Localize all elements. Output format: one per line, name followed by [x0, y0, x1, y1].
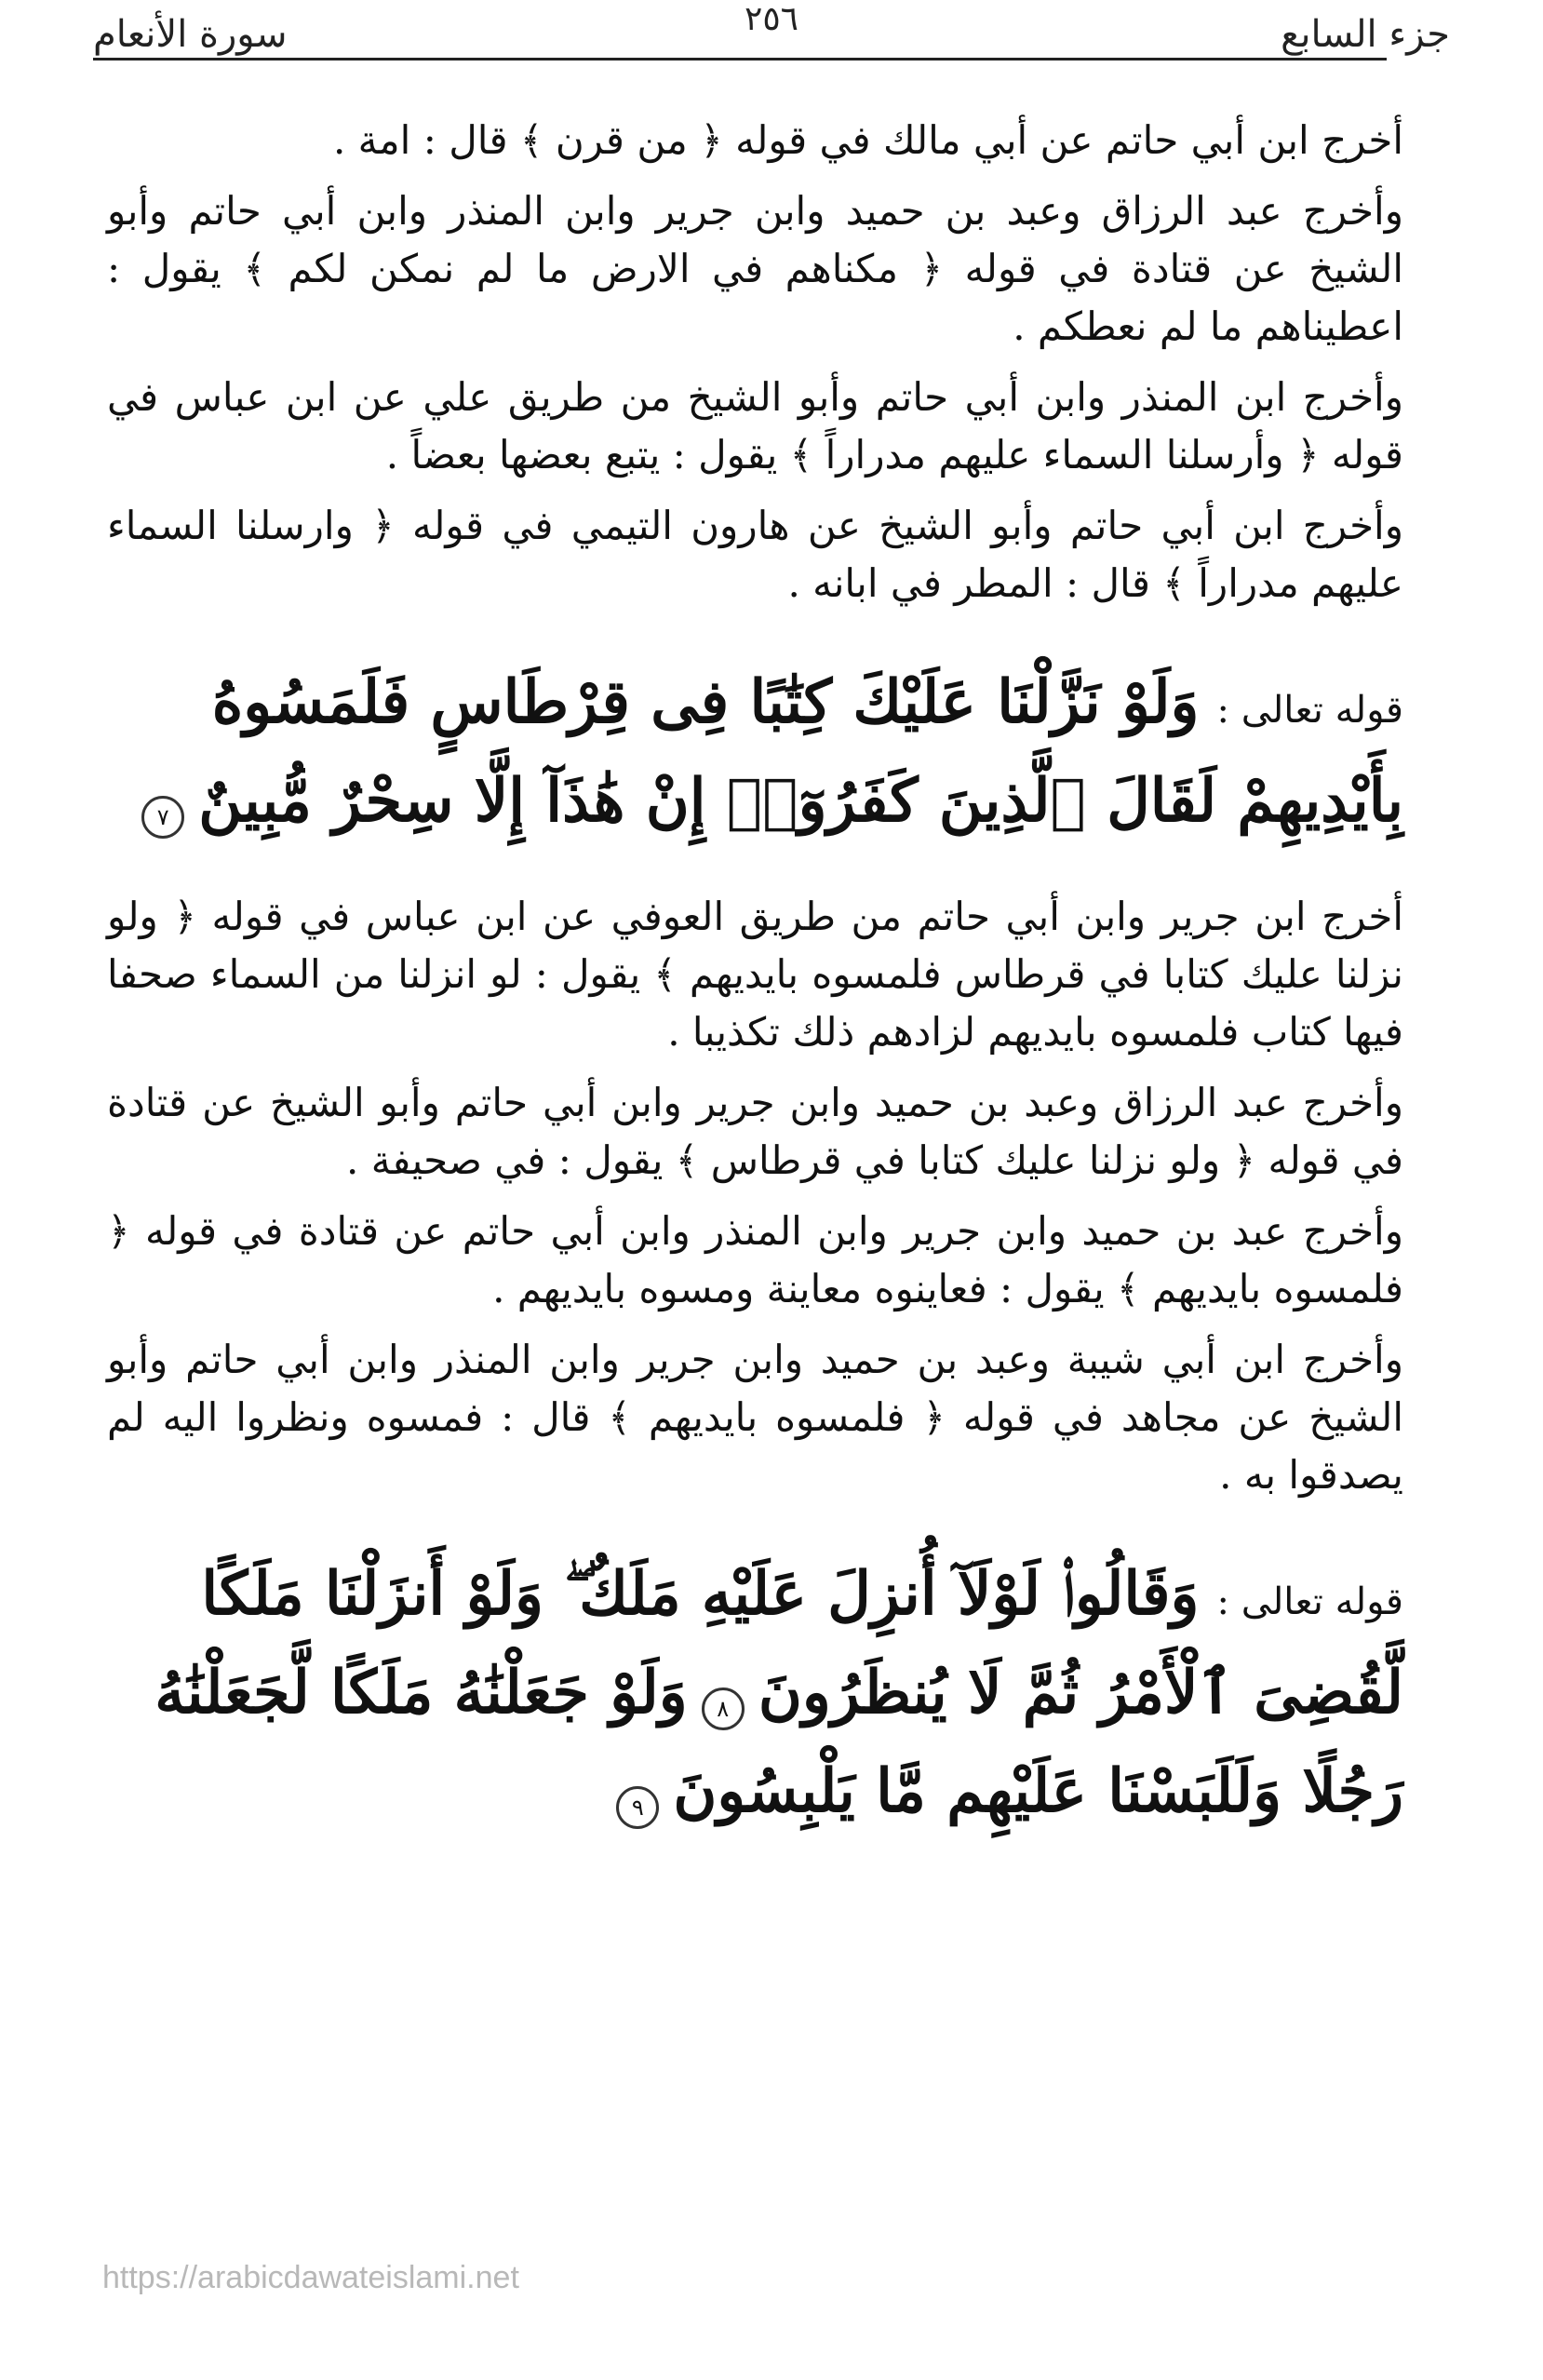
page-header: [93, 0, 1450, 56]
quran-verse-text: وَلَوْ جَعَلْنَٰهُ مَلَكًا لَّجَعَلْنَٰهُ رَجُلًا وَلَلَبَسْنَا عَلَيْهِم مَّا يَلْبِسُونَ: [154, 1658, 1403, 1826]
quran-verse-text: وَقَالُوا۟ لَوْلَآ أُنزِلَ عَلَيْهِ مَلَكٌ ۖ وَلَوْ أَنزَلْنَا مَلَكًا لَّقُضِىَ ٱلْأَمْرُ ثُمَّ لَا يُنظَرُونَ: [201, 1559, 1403, 1728]
commentary-paragraph: وأخرج ابن أبي شيبة وعبد بن حميد وابن جرير وابن المنذر وابن أبي حاتم وأبو الشيخ عن مجاهد في قوله ﴿ فلمسوه بايديهم ﴾ قال : فمسوه ونظروا اليه لم يصدقوا به .: [107, 1337, 1403, 1498]
source-watermark: https://arabicdawateislami.net: [102, 2260, 519, 2295]
page-body: [107, 112, 1403, 1878]
page-number: ٢٥٦: [744, 0, 799, 38]
commentary-paragraph: أخرج ابن جرير وابن أبي حاتم من طريق العوفي عن ابن عباس في قوله ﴿ ولو نزلنا عليك كتابا في قرطاس فلمسوه بايديهم ﴾ يقول : لو انزلنا من السماء صحفا فيها كتاب فلمسوه بايديهم لزادهم ذلك تكذيبا .: [107, 894, 1403, 1055]
verse-block-7: [107, 653, 1403, 851]
verse-intro: قوله تعالى :: [1216, 1580, 1403, 1623]
header-divider: [93, 58, 1387, 61]
ayah-number-marker: ٧: [141, 796, 184, 839]
commentary-paragraph: وأخرج ابن المنذر وابن أبي حاتم وأبو الشيخ من طريق علي عن ابن عباس في قوله ﴿ وأرسلنا السماء عليهم مدراراً ﴾ يقول : يتبع بعضها بعضاً .: [107, 374, 1403, 477]
commentary-paragraph: وأخرج عبد بن حميد وابن جرير وابن المنذر وابن أبي حاتم عن قتادة في قوله ﴿ فلمسوه بايديهم ﴾ يقول : فعاينوه معاينة ومسوه بايديهم .: [107, 1208, 1403, 1311]
ayah-number-marker: ٩: [616, 1786, 659, 1829]
commentary-paragraph: وأخرج عبد الرزاق وعبد بن حميد وابن جرير وابن المنذر وابن أبي حاتم وأبو الشيخ عن قتادة في قوله ﴿ مكناهم في الارض ما لم نمكن لكم ﴾ يقول : اعطيناهم ما لم نعطكم .: [107, 188, 1403, 349]
quran-verse-text: وَلَوْ نَزَّلْنَا عَلَيْكَ كِتَٰبًا فِى قِرْطَاسٍ فَلَمَسُوهُ بِأَيْدِيهِمْ لَقَالَ ٱلَّذِينَ كَفَرُوٓا۟ إِنْ هَٰذَآ إِلَّا سِحْرٌ مُّبِينٌ: [198, 667, 1403, 836]
verse-block-8-9: [107, 1545, 1403, 1841]
juz-name: جزء السابع: [1281, 13, 1450, 56]
commentary-paragraph: وأخرج ابن أبي حاتم وأبو الشيخ عن هارون التيمي في قوله ﴿ وارسلنا السماء عليهم مدراراً ﴾ قال : المطر في ابانه .: [107, 503, 1403, 606]
commentary-paragraph: وأخرج عبد الرزاق وعبد بن حميد وابن جرير وابن أبي حاتم وأبو الشيخ عن قتادة في قوله ﴿ ولو نزلنا عليك كتابا في قرطاس ﴾ يقول : في صحيفة .: [107, 1080, 1403, 1183]
surah-name: سورة الأنعام: [93, 13, 288, 56]
ayah-number-marker: ٨: [702, 1688, 745, 1730]
commentary-paragraph: أخرج ابن أبي حاتم عن أبي مالك في قوله ﴿ من قرن ﴾ قال : امة .: [332, 117, 1403, 163]
verse-intro: قوله تعالى :: [1216, 689, 1403, 732]
